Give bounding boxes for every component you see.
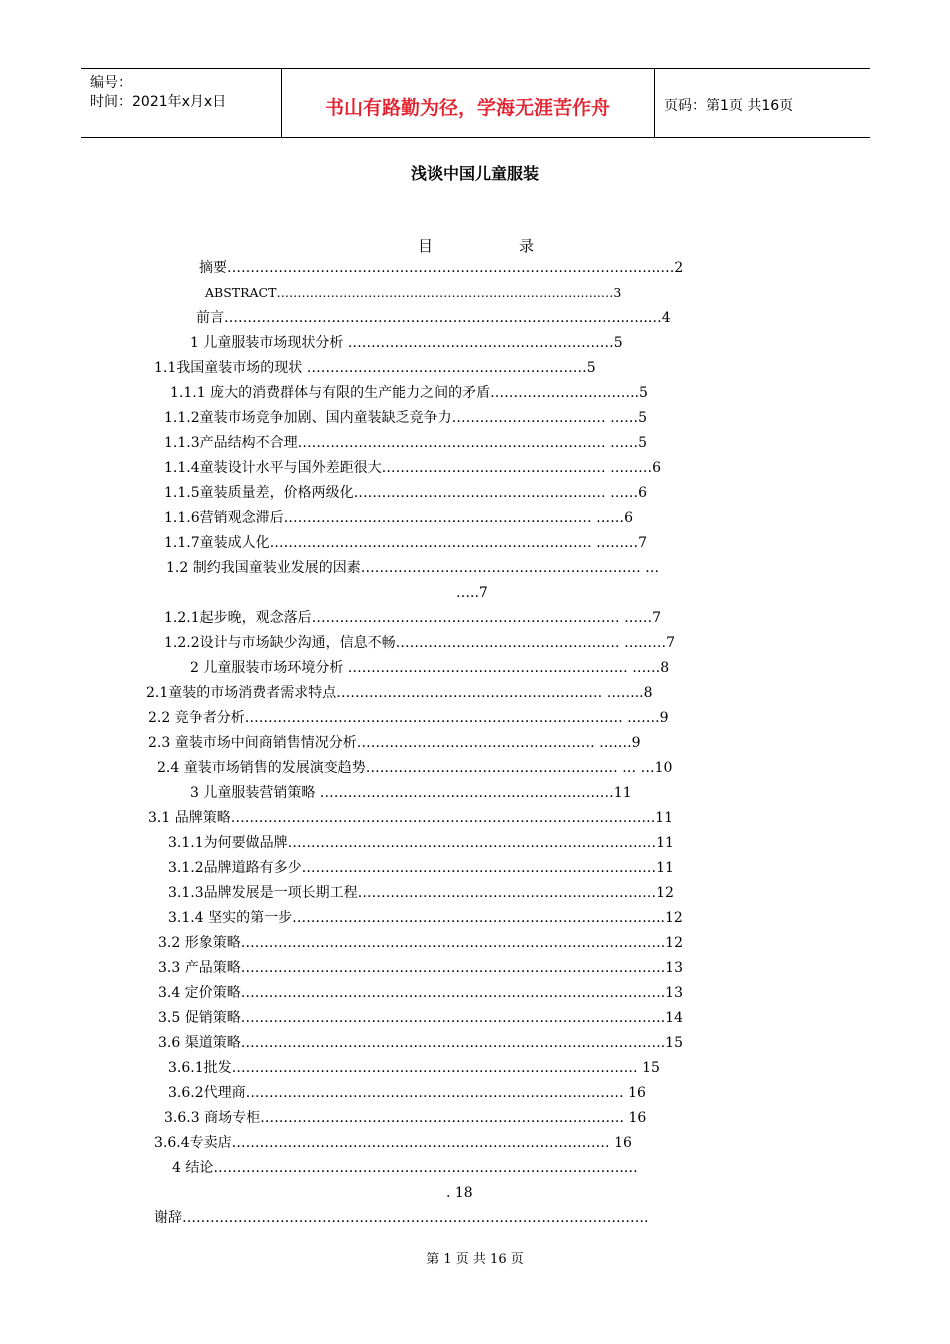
toc-line: 3.1.1为何要做品牌………………………………………………………………….…11 [168,835,674,851]
toc-line: 1.2 制约我国童装业发展的因素…………………………………………………… … [166,560,660,576]
toc-line: 1.1.2童装市场竞争加剧、国内童装缺乏竞争力…………………………… ……5 [164,410,647,426]
page-footer: 第 1 页 共 16 页 [426,1252,524,1267]
number-label: 编号： [90,75,132,91]
document-title: 浅谈中国儿童服装 [410,164,539,183]
toc-line: 2.3 童装市场中间商销售情况分析…………………………………………… …….9 [148,735,641,751]
toc-line: 3.1.3品牌发展是一项长期工程…………………………………………………….…12 [168,885,674,901]
toc-line: . 18 [446,1185,473,1201]
slogan: 书山有路勤为径，学海无涯苦作舟 [324,97,610,119]
header-info-cell [81,69,282,137]
toc-line: 3.5 促销策略……………………………………………………………………………….14 [158,1010,683,1026]
time-label: 时间：2021年x月x日 [90,94,227,110]
toc-line: 2 儿童服装市场环境分析 …………………………………………………… ……8 [190,660,670,676]
toc-line: 1.1.6营销观念滞后………………………………………………………… ……6 [164,510,633,526]
toc-line: 3.1 品牌策略……………………………………………………………………………….11 [148,810,673,826]
toc-line: 3.3 产品策略……………………………………………………………………………….13 [158,960,683,976]
toc-line: 1.2.2设计与市场缺少沟通，信息不畅………………………………………… ………7 [164,635,675,651]
toc-line: 1.1.5童装质量差，价格两级化……………………………………………… ……6 [164,485,647,501]
toc-heading-right: 录 [519,237,535,255]
page-label: 页码：第1页 共16页 [664,98,794,114]
toc-line: 3.6.2代理商……………………………………………………………………… 16 [168,1085,646,1101]
toc-line: 1.1.7童装成人化…………………………………………………………… ………7 [164,535,647,551]
toc-line: 1.1.3产品结构不合理………………………………………………………… ……5 [164,435,647,451]
toc-line: …..7 [456,585,488,601]
toc-heading-left: 目 [418,237,434,255]
header-slogan-cell [281,69,655,137]
toc-line: 1.1.1 庞大的消费群体与有限的生产能力之间的矛盾…………………………..5 [170,385,648,401]
toc-line: 3.2 形象策略……………………………………………………………………………….12 [158,935,683,951]
toc-line: 3.6.3 商场专柜…………………………………………………………………… 16 [164,1110,647,1126]
toc-line: ABSTRACT……………………………………………………………….…..…3 [205,285,622,300]
toc-line: 3.1.2品牌道路有多少……………………………………………………………….…11 [168,860,674,876]
toc-line: 3.1.4 坚实的第一步……………………………………………………………………..12 [168,910,683,926]
header-table [81,68,870,138]
toc-line: 4 结论…………………………………………………………………………….… [172,1160,638,1176]
toc-line: 谢辞………………………………………………………………………………………. [154,1210,649,1226]
toc-line: 摘要…………………………………………………………………………….…..…2 [199,260,684,276]
toc-line: 3.6.1批发…………………………………………………………………………… 15 [168,1060,660,1076]
toc-line: 3 儿童服装营销策略 ………………………………………………………11 [190,785,632,801]
toc-line: 1.1.4童装设计水平与国外差距很大………………………………………… ………6 [164,460,661,476]
toc-line: 2.4 童装市场销售的发展演变趋势……………………………………………… … …10 [157,760,673,776]
toc-line: 3.6 渠道策略……………………………………………………………………………….15 [158,1035,683,1051]
toc-line: 1.2.1起步晚，观念落后………………………………………………………… ……7 [164,610,661,626]
toc-line: 2.1童装的市场消费者需求特点………………………………………………… ……..8 [146,685,653,701]
toc-line: 1 儿童服装市场现状分析 …………………………………………………5 [190,335,623,351]
header-page-cell [655,69,870,137]
toc-line: 1.1我国童装市场的现状 ……………………………………………………5 [154,360,596,376]
toc-line: 2.2 竞争者分析……………………………………………………………………… …….9 [148,710,669,726]
toc-line: 3.6.4专卖店……………………………………………………………………… 16 [154,1135,632,1151]
toc-line: 前言…………………………………………………………………………..…..…4 [196,310,671,326]
toc-line: 3.4 定价策略……………………………………………………………………………….13 [158,985,683,1001]
